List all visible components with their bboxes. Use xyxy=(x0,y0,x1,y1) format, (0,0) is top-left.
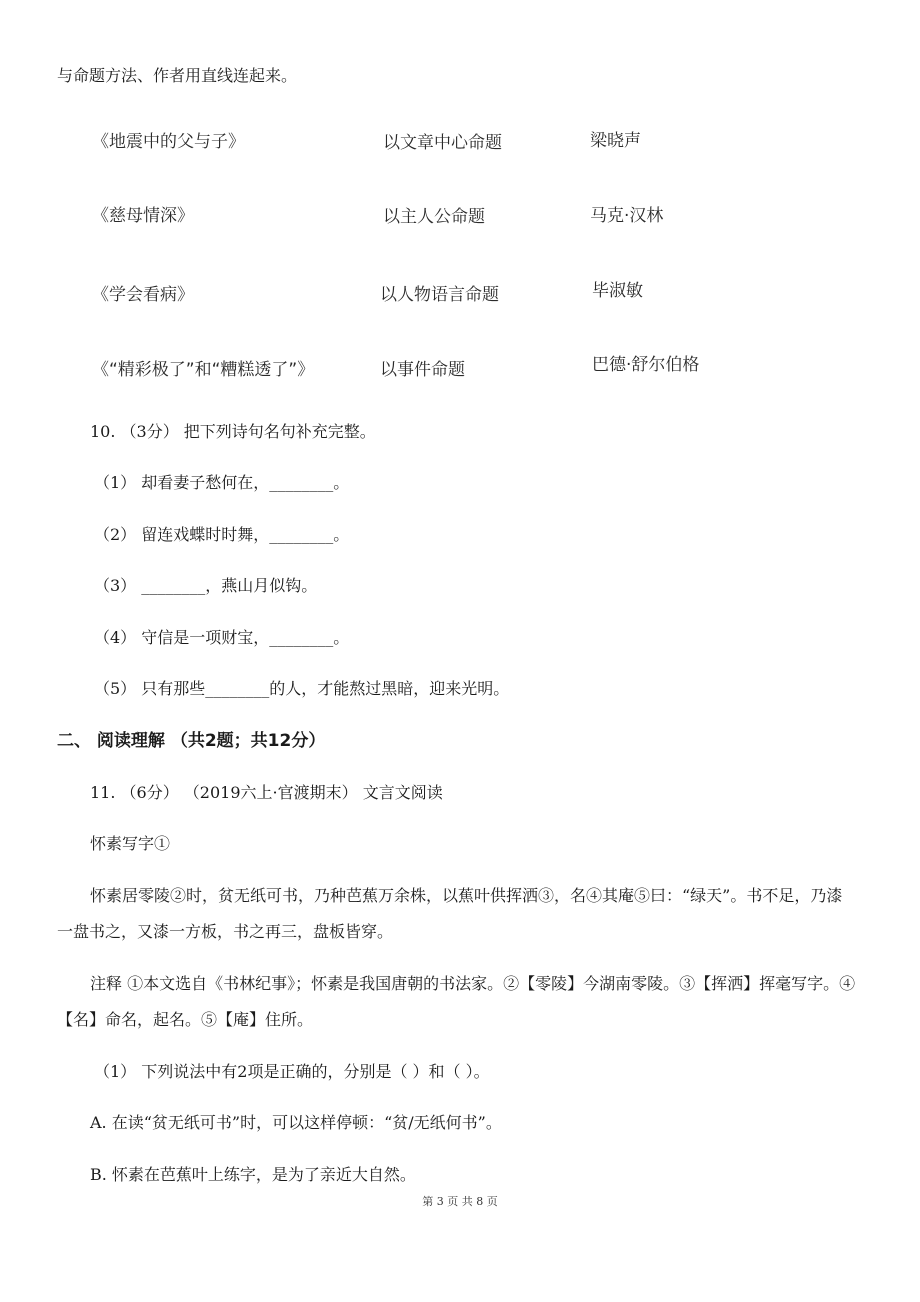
match-author-3: 毕淑敏 xyxy=(592,281,643,301)
passage-line-2: 一盘书之，又漆一方板，书之再三，盘板皆穿。 xyxy=(57,922,394,941)
q10-item-4: （4） 守信是一项财宝，________。 xyxy=(94,628,350,647)
match-method-2: 以主人公命题 xyxy=(383,207,485,227)
page-footer: 第 3 页 共 8 页 xyxy=(422,1195,498,1208)
q11-stem: 11. （6分） （2019六上·官渡期末） 文言文阅读 xyxy=(90,783,443,802)
match-author-2: 马克·汉林 xyxy=(590,206,664,226)
passage-line-1: 怀素居零陵②时，贫无纸可书，乃种芭蕉万余株，以蕉叶供挥洒③，名④其庵⑤曰：“绿天”。书不足，乃漆 xyxy=(90,886,843,905)
match-method-3: 以人物语言命题 xyxy=(380,285,499,305)
intro-tail: 与命题方法、作者用直线连起来。 xyxy=(57,66,298,85)
match-method-1: 以文章中心命题 xyxy=(383,133,502,153)
passage-title: 怀素写字① xyxy=(90,834,171,853)
section-heading: 二、 阅读理解 （共2题；共12分） xyxy=(57,731,326,751)
note-line-1: 注释 ①本文选自《书林纪事》；怀素是我国唐朝的书法家。②【零陵】今湖南零陵。③【挥洒】挥毫写字。④ xyxy=(90,974,856,993)
q10-item-3: （3） ________，燕山月似钩。 xyxy=(94,576,318,595)
note-line-2: 【名】命名，起名。⑤【庵】住所。 xyxy=(57,1010,314,1029)
match-title-3: 《学会看病》 xyxy=(92,285,194,305)
match-method-4: 以事件命题 xyxy=(380,360,465,380)
option-b: B. 怀素在芭蕉叶上练字，是为了亲近大自然。 xyxy=(90,1165,416,1184)
q10-item-5: （5） 只有那些________的人，才能熬过黑暗，迎来光明。 xyxy=(94,679,510,698)
match-title-1: 《地震中的父与子》 xyxy=(92,132,245,152)
match-author-1: 梁晓声 xyxy=(590,131,641,151)
match-author-4: 巴德·舒尔伯格 xyxy=(592,355,700,375)
q10-item-2: （2） 留连戏蝶时时舞，________。 xyxy=(94,525,350,544)
q10-stem: 10. （3分） 把下列诗句名句补充完整。 xyxy=(90,422,376,441)
match-title-4: 《“精彩极了”和“糟糕透了”》 xyxy=(92,360,315,380)
q10-item-1: （1） 却看妻子愁何在，________。 xyxy=(94,473,350,492)
q11-sub1: （1） 下列说法中有2项是正确的，分别是（ ）和（ ）。 xyxy=(94,1062,490,1081)
match-title-2: 《慈母情深》 xyxy=(92,206,194,226)
option-a: A. 在读“贫无纸可书”时，可以这样停顿：“贫/无纸何书”。 xyxy=(90,1113,502,1132)
